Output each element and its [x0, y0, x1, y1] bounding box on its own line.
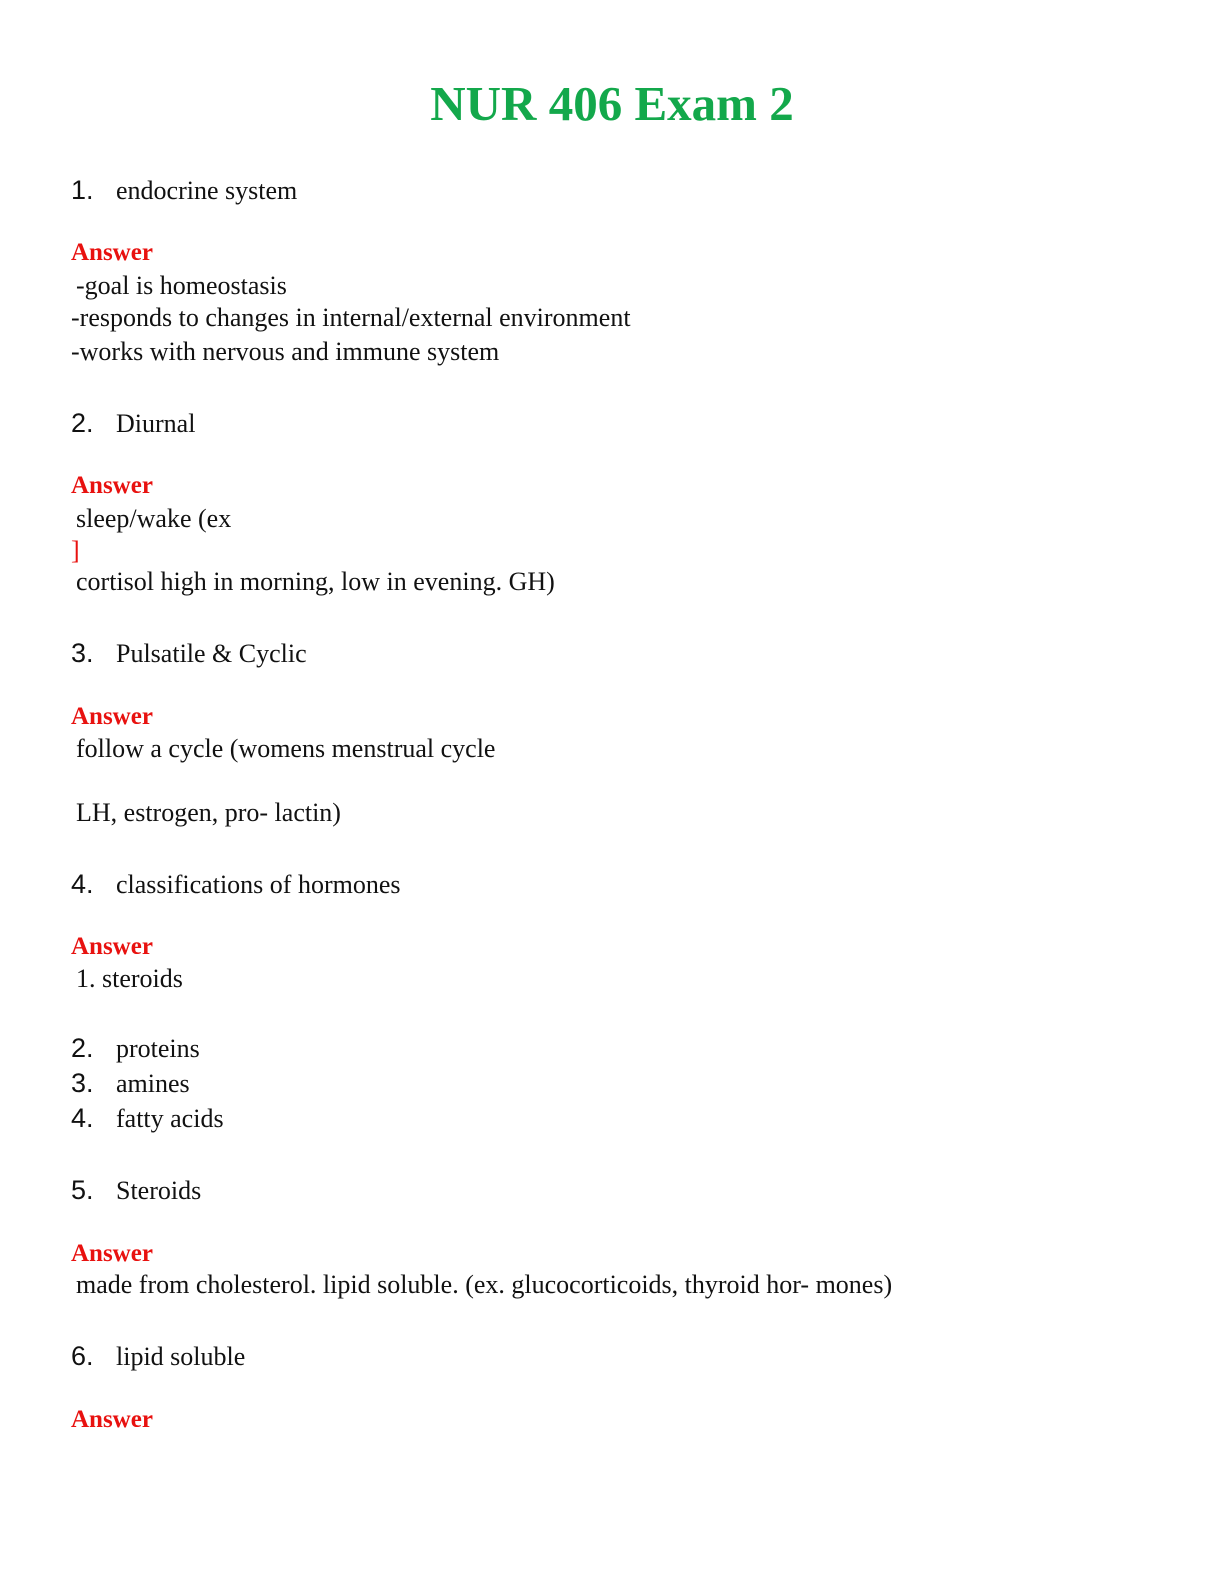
question-number: 2.: [71, 408, 94, 438]
question-text: classifications of hormones: [116, 870, 401, 899]
list-number: 2.: [71, 1033, 94, 1063]
question-text: endocrine system: [116, 176, 298, 205]
question-text: Diurnal: [116, 409, 196, 438]
list-item: proteins: [116, 1034, 200, 1063]
question-number: 4.: [71, 869, 94, 899]
list-item: amines: [116, 1069, 190, 1098]
answer-line: made from cholesterol. lipid soluble. (ex. glucocorticoids, thyroid hor- mones): [76, 1270, 893, 1299]
list-item: fatty acids: [116, 1104, 224, 1133]
answer-label: Answer: [71, 1240, 153, 1267]
answer-line: LH, estrogen, pro- lactin): [76, 798, 341, 827]
question-number: 5.: [71, 1175, 94, 1205]
question-number: 1.: [71, 175, 94, 205]
question-number: 3.: [71, 638, 94, 668]
list-number: 3.: [71, 1068, 94, 1098]
answer-label: Answer: [71, 472, 153, 499]
question-text: lipid soluble: [116, 1342, 246, 1371]
question-text: Steroids: [116, 1176, 202, 1205]
answer-label: Answer: [71, 933, 153, 960]
answer-label: Answer: [71, 703, 153, 730]
answer-line: follow a cycle (womens menstrual cycle: [76, 734, 496, 763]
question-text: Pulsatile & Cyclic: [116, 639, 307, 668]
answer-line: -responds to changes in internal/external environment: [71, 303, 631, 332]
answer-line: 1. steroids: [76, 964, 183, 993]
answer-line: -goal is homeostasis: [76, 271, 287, 300]
bracket-mark: ]: [71, 536, 80, 565]
question-number: 6.: [71, 1341, 94, 1371]
answer-label: Answer: [71, 1406, 153, 1433]
document-title: NUR 406 Exam 2: [430, 76, 794, 131]
answer-label: Answer: [71, 239, 153, 266]
answer-line: cortisol high in morning, low in evening. GH): [76, 567, 555, 596]
list-number: 4.: [71, 1103, 94, 1133]
answer-line: -works with nervous and immune system: [71, 337, 500, 366]
answer-line: sleep/wake (ex: [76, 504, 232, 533]
